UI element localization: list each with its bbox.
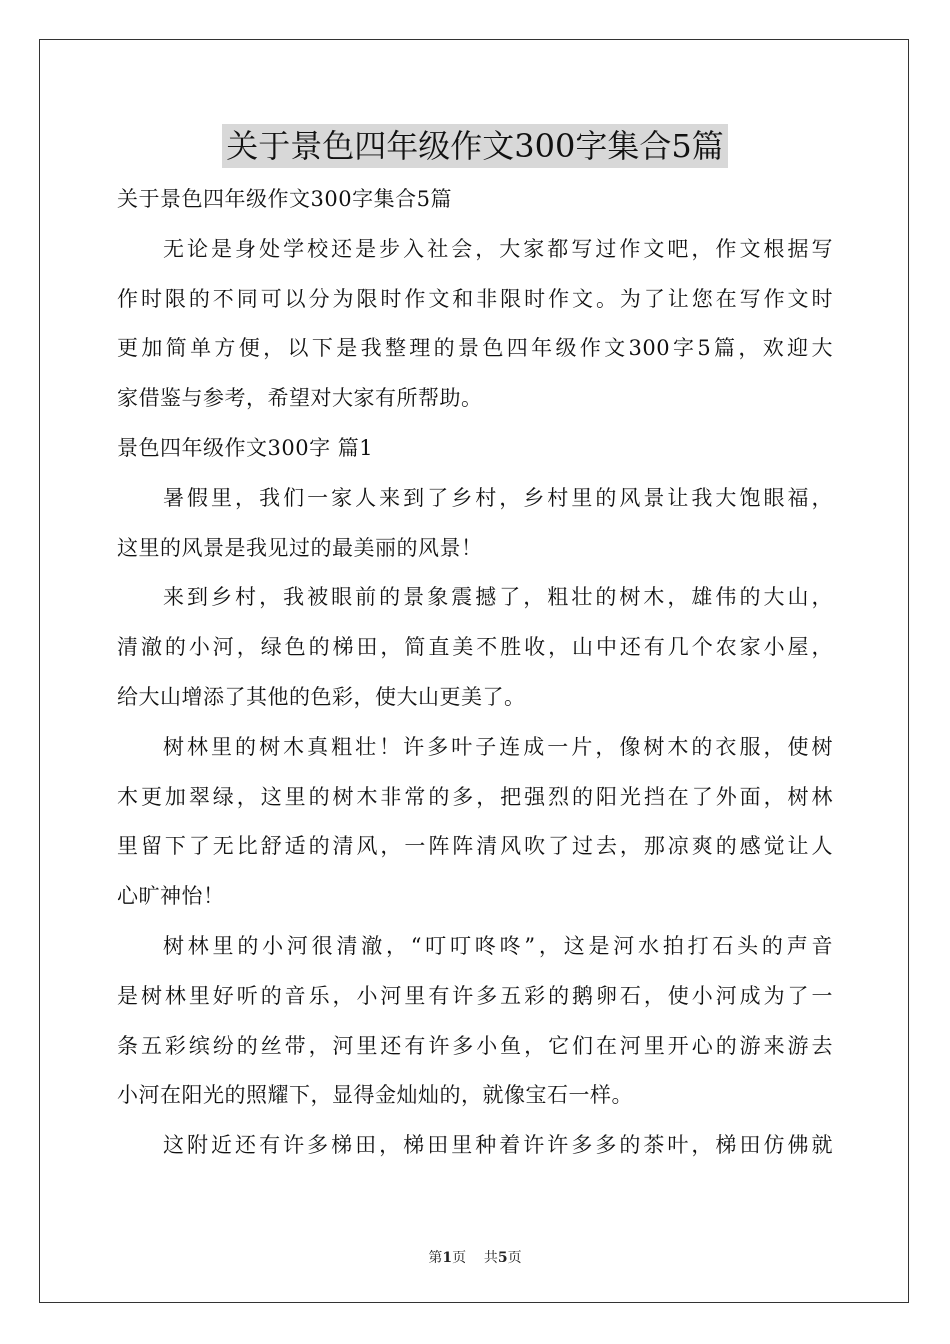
total-label-prefix: 共 — [483, 1250, 498, 1266]
text-line: 给大山增添了其他的色彩，使大山更美了。 — [117, 684, 526, 709]
total-page-number: 5 — [497, 1250, 508, 1266]
total-label-suffix: 页 — [507, 1250, 522, 1266]
text-line: 清澈的小河，绿色的梯田，简直美不胜收，山中还有几个农家小屋， — [117, 635, 833, 660]
page-label-suffix: 页 — [452, 1250, 467, 1266]
text-line: 作时限的不同可以分为限时作文和非限时作文。为了让您在写作文时 — [117, 286, 833, 311]
text-line: 这里的风景是我见过的最美丽的风景！ — [117, 535, 483, 560]
text-line: 景色四年级作文300字 篇1 — [117, 435, 374, 460]
text-line: 树林里的小河很清澈，“叮叮咚咚”，这是河水拍打石头的声音 — [163, 933, 833, 958]
current-page-number: 1 — [442, 1250, 453, 1266]
page-footer — [0, 1247, 950, 1267]
document-title: 关于景色四年级作文300字集合5篇 — [222, 124, 727, 168]
text-line: 暑假里，我们一家人来到了乡村，乡村里的风景让我大饱眼福， — [163, 485, 833, 510]
text-line: 里留下了无比舒适的清风，一阵阵清风吹了过去，那凉爽的感觉让人 — [117, 834, 833, 859]
text-line: 家借鉴与参考，希望对大家有所帮助。 — [117, 386, 483, 411]
document-body — [117, 175, 833, 1171]
text-line: 木更加翠绿，这里的树木非常的多，把强烈的阳光挡在了外面，树林 — [117, 784, 833, 809]
text-line: 关于景色四年级作文300字集合5篇 — [117, 187, 452, 211]
text-line: 心旷神怡！ — [117, 884, 225, 909]
title-container — [0, 124, 950, 168]
text-line: 来到乡村，我被眼前的景象震撼了，粗壮的树木，雄伟的大山， — [163, 585, 833, 610]
text-line: 条五彩缤纷的丝带，河里还有许多小鱼，它们在河里开心的游来游去 — [117, 1033, 833, 1058]
text-line: 无论是身处学校还是步入社会，大家都写过作文吧，作文根据写 — [163, 236, 833, 261]
text-line: 这附近还有许多梯田，梯田里种着许许多多的茶叶，梯田仿佛就 — [163, 1133, 833, 1158]
text-line: 更加简单方便，以下是我整理的景色四年级作文300字5篇，欢迎大 — [117, 336, 833, 361]
text-line: 小河在阳光的照耀下，显得金灿灿的，就像宝石一样。 — [117, 1083, 633, 1108]
text-line: 是树林里好听的音乐，小河里有许多五彩的鹅卵石，使小河成为了一 — [117, 983, 833, 1008]
page-label-prefix: 第 — [428, 1250, 443, 1266]
text-line: 树林里的树木真粗壮！许多叶子连成一片，像树木的衣服，使树 — [163, 734, 833, 759]
